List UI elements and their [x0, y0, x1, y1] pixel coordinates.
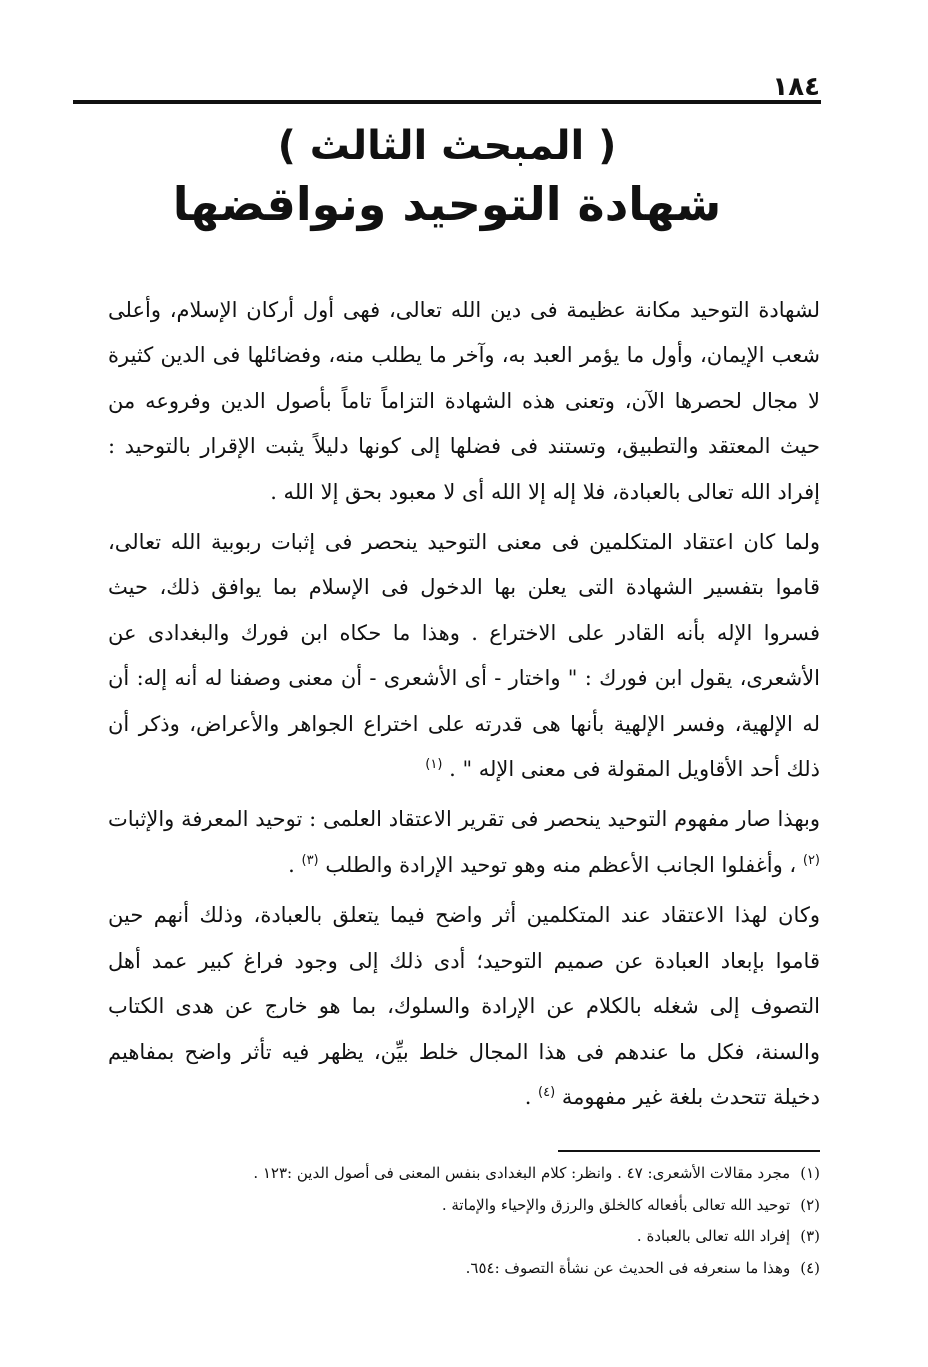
footnotes: [108, 1158, 820, 1284]
footnote-2: [108, 1190, 820, 1222]
page-number: ١٨٤: [772, 72, 820, 102]
footnote-3: [108, 1221, 820, 1253]
footnote-text: وهذا ما سنعرفه فى الحديث عن نشأة التصوف :٦٥٤.: [465, 1258, 791, 1277]
footnote-ref-1[interactable]: (١): [425, 757, 443, 773]
paragraph-1: لشهادة التوحيد مكانة عظيمة فى دين الله تعالى، فهى أول أركان الإسلام، وأعلى شعب الإيمان، وأول ما يؤمر العبد به، وآخر ما يطلب منه، وفضائلها فى الدين كثيرة لا مجال لحصرها الآن، وتعنى هذه الشهادة التزاماً تاماً بأصول الدين وفروعه من حيث المعتقد والتطبيق، وتستند فى فضلها إلى كونها دليلاً يثبت الإقرار بالتوحيد : إفراد الله تعالى بالعبادة، فلا إله إلا الله أى لا معبود بحق إلا الله .: [108, 298, 820, 504]
footnote-number: (٤): [800, 1258, 820, 1277]
footnote-number: (٢): [800, 1195, 820, 1214]
footnote-1: [108, 1158, 820, 1190]
section-heading: ( المبحث الثالث ): [277, 123, 617, 169]
footnote-ref-3[interactable]: (٣): [301, 852, 319, 868]
paragraph-2: [108, 520, 820, 792]
footnote-number: (٣): [800, 1227, 820, 1245]
footnote-text: إفراد الله تعالى بالعبادة .: [636, 1227, 791, 1245]
footnote-4: [108, 1253, 820, 1285]
header-rule: [73, 100, 821, 104]
footnote-text: توحيد الله تعالى بأفعاله كالخلق والرزق والإحياء والإماتة .: [441, 1195, 791, 1214]
footnote-rule: [558, 1150, 820, 1152]
footnote-ref-2[interactable]: (٢): [802, 852, 820, 868]
paragraph-2-text: ولما كان اعتقاد المتكلمين فى معنى التوحيد ينحصر فى إثبات ربوبية الله تعالى، قاموا بتفسير الشهادة التى يعلن بها الدخول فى الإسلام بما يوافق ذلك، حيث فسروا الإله بأنه القادر على الاختراع . وهذا ما حكاه ابن فورك والبغدادى عن الأشعرى، يقول ابن فورك : " واختار - أى الأشعرى - أن معنى وصفنا له أنه إله: أن له الإلهية، وفسر الإلهية بأنها هى قدرته على اختراع الجواهر والأعراض، وذكر أن ذلك أحد الأقاويل المقولة فى معنى الإله " .: [108, 530, 820, 782]
chapter-title: شهادة التوحيد ونواقضها: [172, 177, 722, 231]
paragraph-3-continuation: ، وأغفلوا الجانب الأعظم منه وهو توحيد الإرادة والطلب: [325, 852, 797, 877]
footnote-text: مجرد مقالات الأشعرى: ٤٧ . وانظر: كلام البغدادى بنفس المعنى فى أصول الدين :١٢٣ .: [253, 1164, 791, 1182]
footnote-ref-4[interactable]: (٤): [538, 1084, 556, 1100]
paragraph-4-text: وكان لهذا الاعتقاد عند المتكلمين أثر واضح فيما يتعلق بالعبادة، وذلك أنهم حين قاموا بإبعاد العبادة عن صميم التوحيد؛ أدى ذلك إلى وجود فراغ كبير عمد أهل التصوف إلى شغله بالكلام عن الإرادة والسلوك، بما هو خارج عن هدى الكتاب والسنة، فكل ما عندهم فى هذا المجال خلط بيِّن، يظهر فيه تأثر واضح بمفاهيم دخيلة تتحدث بلغة غير مفهومة: [108, 903, 820, 1109]
footnote-number: (١): [800, 1164, 820, 1182]
body-text: [108, 288, 820, 1120]
paragraph-3: [108, 797, 820, 888]
paragraph-3-period: .: [288, 852, 302, 877]
paragraph-4: [108, 893, 820, 1120]
paragraph-3-text: وبهذا صار مفهوم التوحيد ينحصر فى تقرير الاعتقاد العلمى : توحيد المعرفة والإثبات: [108, 807, 820, 832]
paragraph-4-period: .: [524, 1084, 539, 1109]
